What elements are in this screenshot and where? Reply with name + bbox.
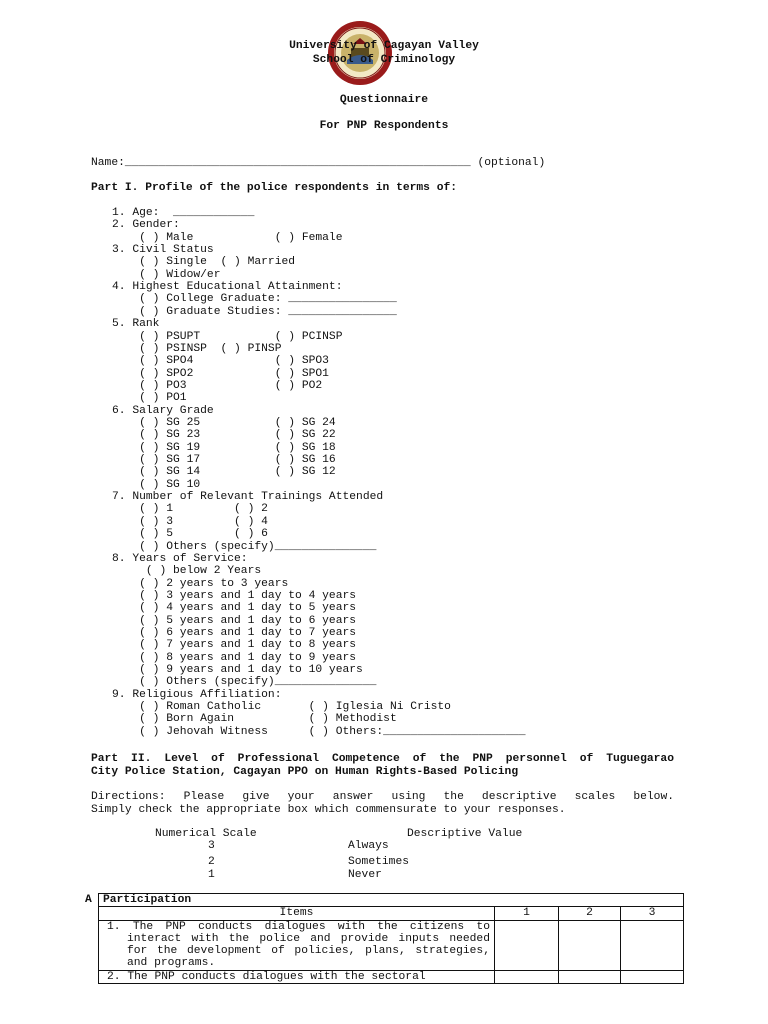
profile-line[interactable]: ( ) Widow/er — [112, 268, 221, 281]
item-text: 2. The PNP conducts dialogues with the sectoral — [99, 970, 495, 983]
profile-line[interactable]: ( ) SG 14 ( ) SG 12 — [112, 466, 336, 479]
profile-line[interactable]: ( ) PO3 ( ) PO2 — [112, 379, 323, 392]
school-name: School of Criminology — [312, 54, 456, 66]
scale-desc: Always — [348, 840, 389, 852]
profile-line[interactable]: ( ) below 2 Years — [112, 565, 262, 578]
descriptive-value-header: Descriptive Value — [407, 828, 523, 840]
university-seal-logo — [327, 20, 393, 86]
profile-line[interactable]: ( ) 7 years and 1 day to 8 years — [112, 639, 357, 652]
col-header-1: 1 — [495, 907, 559, 920]
part1-title: Part I. Profile of the police respondents in terms of: — [91, 182, 458, 194]
profile-line[interactable]: ( ) 5 ( ) 6 — [112, 528, 268, 541]
profile-line[interactable]: ( ) SG 23 ( ) SG 22 — [112, 429, 336, 442]
rating-cell-1[interactable] — [495, 970, 559, 983]
profile-line[interactable]: ( ) 4 years and 1 day to 5 years — [112, 602, 357, 615]
profile-line[interactable]: ( ) SPO2 ( ) SPO1 — [112, 367, 329, 380]
scale-num: 2 — [208, 856, 215, 868]
rating-cell-2[interactable] — [559, 970, 621, 983]
part2-title-line2: City Police Station, Cagayan PPO on Human Rights-Based Policing — [91, 766, 519, 778]
col-header-3: 3 — [621, 907, 684, 920]
table-section-row — [99, 894, 684, 907]
rating-cell-1[interactable] — [495, 920, 559, 970]
rating-cell-2[interactable] — [559, 920, 621, 970]
participation-table — [98, 893, 684, 984]
profile-line: 3. Civil Status — [112, 244, 214, 257]
profile-line: 2. Gender: — [112, 219, 180, 232]
profile-line[interactable]: ( ) 3 years and 1 day to 4 years — [112, 589, 357, 602]
profile-line: 8. Years of Service: — [112, 552, 248, 565]
profile-line[interactable]: ( ) 2 years to 3 years — [112, 577, 289, 590]
profile-line[interactable]: ( ) SG 10 — [112, 478, 201, 491]
item-text: 1. The PNP conducts dialogues with the citizens to interact with the police and provide inputs needed for the development of policies, plans, strategies, and programs. — [99, 920, 495, 970]
scale-desc: Sometimes — [348, 856, 410, 868]
profile-line[interactable]: ( ) College Graduate: ________________ — [112, 293, 397, 306]
profile-line: 5. Rank — [112, 318, 160, 331]
profile-line[interactable]: ( ) Jehovah Witness ( ) Others:_____________________ — [112, 725, 526, 738]
profile-line[interactable]: ( ) SPO4 ( ) SPO3 — [112, 355, 329, 368]
profile-line[interactable]: ( ) Born Again ( ) Methodist — [112, 713, 397, 726]
profile-line[interactable]: ( ) 8 years and 1 day to 9 years — [112, 651, 357, 664]
rating-cell-3[interactable] — [621, 970, 684, 983]
profile-line[interactable]: ( ) PSINSP ( ) PINSP — [112, 342, 282, 355]
profile-line[interactable]: ( ) 6 years and 1 day to 7 years — [112, 626, 357, 639]
profile-line[interactable]: ( ) 3 ( ) 4 — [112, 515, 268, 528]
name-blank[interactable]: ___________________________________________________ — [124, 157, 471, 169]
profile-line[interactable]: ( ) Male ( ) Female — [112, 231, 343, 244]
rating-cell-3[interactable] — [621, 920, 684, 970]
profile-line[interactable]: ( ) Roman Catholic ( ) Iglesia Ni Cristo — [112, 701, 451, 713]
profile-line[interactable]: ( ) SG 25 ( ) SG 24 — [112, 416, 336, 429]
profile-line[interactable]: ( ) PSUPT ( ) PCINSP — [112, 330, 343, 343]
profile-line: 9. Religious Affiliation: — [112, 688, 282, 701]
profile-line[interactable]: ( ) PO1 — [112, 392, 187, 405]
profile-line: 7. Number of Relevant Trainings Attended — [112, 491, 384, 504]
respondents-subtitle: For PNP Respondents — [319, 120, 449, 132]
university-name: University of Cagayan Valley — [289, 40, 479, 52]
profile-line[interactable]: ( ) 5 years and 1 day to 6 years — [112, 614, 357, 627]
table-row — [99, 920, 684, 970]
profile-line[interactable]: ( ) SG 17 ( ) SG 16 — [112, 454, 336, 466]
numerical-scale-header: Numerical Scale — [155, 828, 257, 840]
profile-line[interactable]: ( ) Graduate Studies: ________________ — [112, 305, 397, 318]
scale-num: 3 — [208, 840, 215, 852]
section-title: Participation — [99, 894, 684, 907]
name-line[interactable] — [91, 157, 545, 169]
directions-line2: Simply check the appropriate box which commensurate to your responses. — [91, 804, 566, 816]
profile-line[interactable]: ( ) Others (specify)_______________ — [112, 540, 377, 553]
optional-note: (optional) — [477, 157, 546, 169]
profile-line[interactable]: 1. Age: ____________ — [112, 207, 255, 219]
scale-num: 1 — [208, 869, 215, 881]
profile-line: 4. Highest Educational Attainment: — [112, 281, 343, 294]
name-label: Name: — [91, 157, 125, 169]
col-header-2: 2 — [559, 907, 621, 920]
col-header-items: Items — [99, 907, 495, 920]
profile-line[interactable]: ( ) Others (specify)_______________ — [112, 676, 377, 689]
profile-line[interactable]: ( ) Single ( ) Married — [112, 256, 296, 269]
table-header-row — [99, 907, 684, 920]
scale-desc: Never — [348, 869, 382, 881]
profile-line: 6. Salary Grade — [112, 404, 214, 417]
directions-line1: Directions: Please give your answer using the descriptive scales below. — [91, 791, 674, 803]
profile-line[interactable]: ( ) 1 ( ) 2 — [112, 503, 268, 516]
table-row — [99, 970, 684, 983]
section-letter: A — [85, 894, 92, 906]
part2-title-line1: Part II. Level of Professional Competence of the PNP personnel of Tuguegarao — [91, 753, 674, 765]
profile-line[interactable]: ( ) SG 19 ( ) SG 18 — [112, 441, 336, 454]
profile-line[interactable]: ( ) 9 years and 1 day to 10 years — [112, 664, 363, 676]
document-title: Questionnaire — [339, 94, 429, 106]
